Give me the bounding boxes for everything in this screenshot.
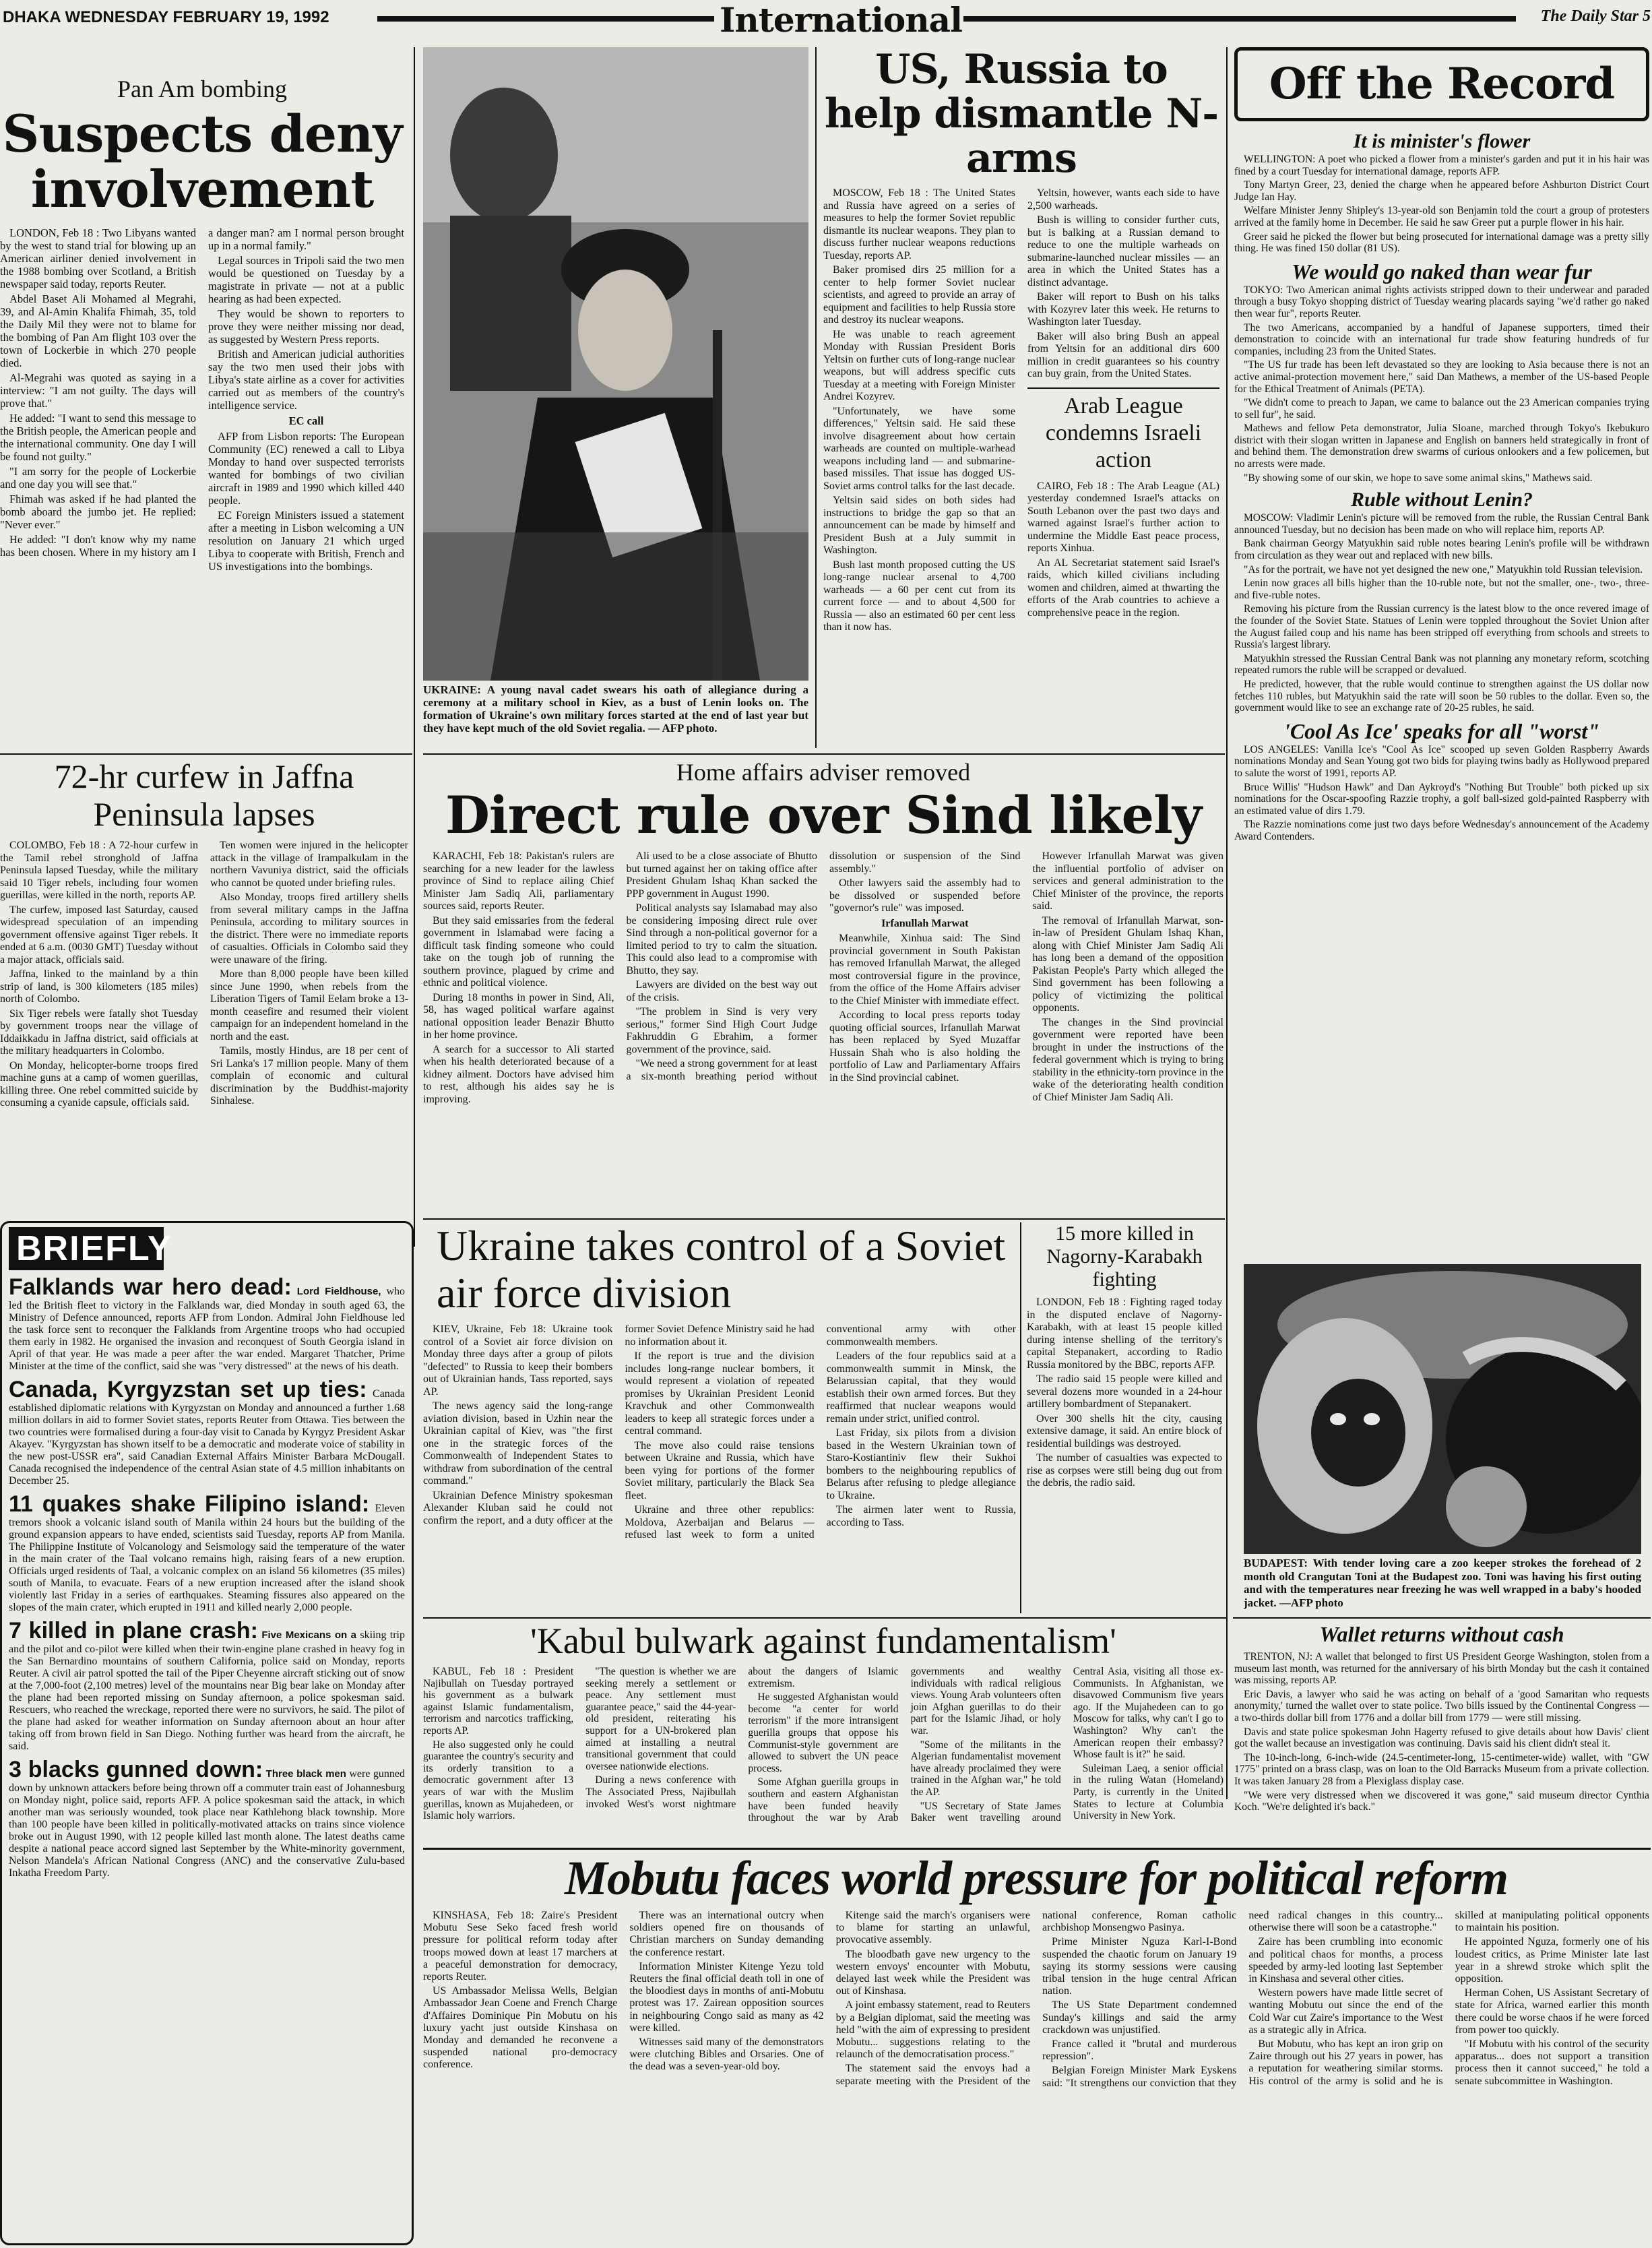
mobutu-body (423, 1910, 1649, 2233)
column-rule (1226, 47, 1228, 1799)
karabakh-headline: 15 more killed in Nagorny-Karabakh fighting (1046, 1222, 1203, 1290)
kabul-para: Some Afghan guerilla groups in southern and eastern Afghanistan have been funded heavily throughout the war by Arab governments and wealthy individuals with radical religious views. Young Arab volunteers often join Afghan guerillas to do their part for the Islamic Jihad, or holy war. (748, 1666, 1061, 1824)
briefly-item-head: Falklands war hero dead: (9, 1274, 292, 1300)
karabakh-body (1027, 1297, 1222, 1490)
briefly-banner (9, 1227, 172, 1270)
sind-para: Other lawyers said the assembly had to be dissolved or suspended before "governor's rule" was imposed. (829, 877, 1021, 914)
suspects-article (0, 74, 404, 749)
mobutu-para: Prime Minister Nguza Karl-I-Bond suspended the chaotic forum on January 19 saying its stormy sessions were causing tribal tension in the huge central African nation. (1042, 1936, 1237, 1997)
column-rule (815, 47, 817, 748)
off-record-body (1234, 129, 1649, 843)
suspects-para: AFP from Lisbon reports: The European Community (EC) renewed a call to Libya Monday to hand over suspected terrorists wanted for bombings of two civilian aircraft in 1989 and 1990 which killed 440 people. (208, 430, 404, 507)
ukraine-af-para: The airmen later went to Russia, according to Tass. (826, 1504, 1016, 1528)
wallet-para: TRENTON, NJ: A wallet that belonged to first US President George Washington, stolen from a museum last month, was returned for the anniversary of his birth Monday but the cash it contained was missing, reports AP. (1234, 1651, 1649, 1687)
jaffna-para: Ten women were injured in the helicopter attack in the village of Irampalkulam in the northern Vavuniya district, said the officials who cannot be quoted under briefing rules. (210, 840, 408, 889)
jaffna-para: Tamils, mostly Hindus, are 18 per cent of Sri Lanka's 17 million people. Many of them complain of economic and cultural discrimination by the Buddhist-majority Sinhalese. (210, 1045, 408, 1106)
briefly-item-head: 7 killed in plane crash: (9, 1618, 258, 1644)
briefly-item (9, 1757, 405, 1879)
off-record-head-flower: It is minister's flower (1353, 130, 1531, 152)
sind-para: According to local press reports today quoting official sources, Irfanullah Marwat has been replaced by Syed Muzaffar Hussain Shah who is also holding the portfolio of Law and Parliamentary Affairs in the Sind provincial cabinet. (829, 1009, 1021, 1084)
mobutu-para: US Ambassador Melissa Wells, Belgian Ambassador Jean Coene and French Charge d'Affaires Dominique Pin Mobutu on his luxury yacht just outside Kinshasa on Monday and demanded he reconvene a suspended national pro-democracy conference. (423, 1985, 618, 2071)
us-russia-body (823, 187, 1219, 748)
us-russia-para: Bush last month proposed cutting the US long-range nuclear arsenal to 4,700 warheads — a 60 per cent cut from its current force — and to about 4,500 for Russia — also an estimated 60 per cent less than it now has. (823, 559, 1015, 633)
sind-para: KARACHI, Feb 18: Pakistan's rulers are searching for a new leader for the lawless province of Sind to replace ailing Chief Minister Jam Sadiq Ali, parliamentary sources said, reports Reuter. (423, 850, 614, 912)
off-record-para: "As for the portrait, we have not yet designed the new one," Matyukhin told Russian television. (1244, 563, 1643, 575)
suspects-para: They would be shown to reporters to prove they were neither missing nor dead, as suggested by Western Press reports. (208, 307, 404, 346)
kabul-para: He also suggested only he could guarantee the country's security and its orderly transition to a democratic government after 13 years of war with the Muslim guerillas, known as Mujahedeen, or Islamic holy warriors. (423, 1739, 574, 1822)
briefly-item (9, 1618, 405, 1753)
section-rule (423, 1617, 1226, 1619)
mobutu-para: France called it "brutal and murderous repression". (1042, 2038, 1237, 2063)
off-record-para: "By showing some of our skin, we hope to save some animal skins," Mathews said. (1244, 472, 1593, 484)
karabakh-para: LONDON, Feb 18 : Fighting raged today in the disputed enclave of Nagorny-Karabakh, with at least 15 people killed during intense shelling of the territory's capital Stepanakert, according to Radio Russia monitored by the BBC, reports AFP. (1027, 1297, 1222, 1371)
briefly-item-lead: Five Mexicans on a (261, 1629, 357, 1641)
off-record-para: Lenin now graces all bills higher than the 10-ruble note, but not the smaller, one-, two-, three- and five-ruble notes. (1234, 577, 1649, 601)
jaffna-para: Jaffna, linked to the mainland by a thin strip of land, is 300 kilometers (185 miles) north of Colombo. (0, 968, 198, 1005)
arab-league-para: An AL Secretariat statement said Israel's raids, which killed civilians including women and children, aimed at thwarting the efforts of the Arab countries to achieve a comprehensive peace in the region. (1027, 557, 1219, 619)
off-record-para: MOSCOW: Vladimir Lenin's picture will be removed from the ruble, the Russian Central Bank announced Tuesday, but no decision has been made on who will replace him, reports AP. (1234, 512, 1649, 536)
us-russia-para: "Unfortunately, we have some differences," Yeltsin said. He said these involve disagreement about how certain warheads are counted on multiple-warhead weapons including land — and submarine-based missiles. That issue has dogged US-Soviet arms control talks for the last decade. (823, 405, 1015, 492)
ukraine-af-para: KIEV, Ukraine, Feb 18: Ukraine took control of a Soviet air force division on Monday three days after a group of pilots "defected" to Russia to keep their bombers out of Ukrainian hands, Tass reported, says AP. (423, 1323, 613, 1398)
jaffna-para: Also Monday, troops fired artillery shells from several military camps in the Jaffna Peninsula, according to military sources in the district. There were no immediate reports of casualties. Officials in Colombo said they were unaware of the firing. (210, 892, 408, 966)
briefly-item-head: 3 blacks gunned down: (9, 1757, 263, 1782)
suspects-body (0, 226, 404, 745)
ukraine-af-para: Ukrainian Defence Ministry spokesman Alexander Kluban said he could not confirm the report, and a duty officer at the former Soviet Defence Ministry said he had no information about it. (423, 1323, 815, 1526)
kabul-article (423, 1621, 1224, 1844)
ukraine-af-para: Ukraine and three other republics: Moldova, Azerbaijan and Belarus — refused last week to form a united conventional army with other commonwealth members. (625, 1323, 1016, 1540)
off-record-para: Greer said he picked the flower but being prosecuted for international damage was a pretty silly thing. He was fined 150 dollar (81 US). (1234, 230, 1649, 255)
sind-para: Lawyers are divided on the best way out of the crisis. (626, 979, 817, 1003)
ukraine-af-para: The news agency said the long-range aviation division, based in Uzhin near the Ukrainian capital of Kiev, was "the first one in the strategic forces of the Commonwealth of Independent States to withdraw from subordination of the central command." (423, 1400, 613, 1487)
suspects-para: Abdel Baset Ali Mohamed al Megrahi, 39, and Al-Amin Khalifa Fhimah, 35, told the Daily Mil they were not to blame for the bombing of Pan Am flight 103 over the town of Lockerbie in which 270 people died. (0, 292, 196, 369)
briefly-item (9, 1377, 405, 1487)
section-rule (423, 1218, 1225, 1220)
mobutu-para: The statement said the envoys had a separate meeting with the President of the national conference, Roman catholic archbishop Monsengwo Pasinya. (835, 1910, 1237, 2087)
off-record-para: LOS ANGELES: Vanilla Ice's "Cool As Ice" scooped up seven Golden Raspberry Awards nominations Monday and Sean Young got two bids for playing twins badly as Hollywood prepared to salute the worst of 1991, reports AP. (1234, 743, 1649, 779)
section-title: International (720, 0, 962, 40)
ec-call-subhead: EC call (288, 414, 324, 427)
orangutan-baby-photo (1244, 1264, 1641, 1554)
suspects-para: EC Foreign Ministers issued a statement after a meeting in Lisbon welcoming a UN resolution on January 21 which urged Libya to cooperate with British, French and US investigations into the bombings. (208, 509, 404, 573)
jaffna-para: The curfew, imposed last Saturday, caused widespread speculation of an impending government offensive against Tiger rebels. It ended at 6 a.m. (0030 GMT) Tuesday without a major attack, officials said. (0, 904, 198, 966)
jaffna-body (0, 840, 408, 1224)
mobutu-para: A joint embassy statement, read to Reuters by a Belgian diplomat, said the meeting was held "with the aim of expressing to president Mobutu... suggestions relating to the relaunch of the democratisation process." (835, 1999, 1030, 2061)
mobutu-article (423, 1852, 1649, 2243)
kabul-body (423, 1666, 1224, 1838)
off-record-para: The two Americans, accompanied by a handful of Japanese supporters, timed their demonstration to coincide with an international fur trade show featuring hundreds of fur companies, including 23 from the United States. (1234, 321, 1649, 357)
suspects-kicker: Pan Am bombing (117, 75, 288, 102)
us-russia-para: Baker will report to Bush on his talks with Kozyrev later this week. He returns to Washington later Tuesday. (1027, 291, 1219, 327)
briefly-item-body: Eleven tremors shook a volcanic island south of Manila within 24 hours but the building of the ground expansion appears to have ended, scientists said Tuesday, reports AP from Manila. The Philippine Institute of Volcanology and Seismology said the temperature of the water in the main crater of the Taal volcano remains high, raising fears of a new eruption. Officials urged residents of Taal, a volcanic complex on an island 56 kilometres (35 miles) south of Manila, to evacuate. Fears of a new eruption increased after the island shook violently last Friday in a series of earthquakes. Steaming fissures also appeared on the slopes of the main crater, which erupted in 1911 and killed nearly 2,000 people. (9, 1503, 405, 1613)
kabul-para: KABUL, Feb 18 : President Najibullah on Tuesday portrayed his government as a bulwark against Islamic fundamentalism, terrorism and narcotics trafficking, reports AP. (423, 1666, 574, 1737)
off-record-para: Tony Martyn Greer, 23, denied the charge when he appeared before Ashburton District Court Judge Ian Hay. (1234, 179, 1649, 203)
ukraine-af-para: Leaders of the four republics said at a commonwealth summit in Minsk, the Belarussian capital, that they would establish their own armed forces. But they reaffirmed that nuclear weapons would remain under strict, unified control. (826, 1350, 1016, 1425)
mobutu-headline: Mobutu faces world pressure for political reform (564, 1852, 1508, 1905)
off-record-banner (1234, 47, 1649, 121)
us-russia-para: MOSCOW, Feb 18 : The United States and Russia have agreed on a series of measures to help the former Soviet republic dismantle its nuclear weapons. They plan to discuss further nuclear weapons reductions Tuesday, reports AP. (823, 187, 1015, 261)
mobutu-para: There was an international outcry when soldiers opened fire on thousands of Christian marchers on Sunday demanding the conference restart. (629, 1910, 824, 1958)
ukraine-af-headline: Ukraine takes control of a Soviet air force division (437, 1222, 1006, 1317)
off-record-para: WELLINGTON: A poet who picked a flower from a minister's garden and put it in his hair was fined by a court Tuesday for international damage, reports AFP. (1234, 154, 1649, 177)
sind-para: "The problem in Sind is very very serious," former Sind High Court Judge Fakhruddin G Ebrahim, a former government of the province, said. (626, 1006, 817, 1055)
off-record-para: Matyukhin stressed the Russian Central Bank was not planning any monetary reform, scotching repeated rumors the ruble will be scrapped or devalued. (1234, 652, 1649, 677)
wallet-para: Eric Davis, a lawyer who said he was acting on behalf of a 'good Samaritan who requests anonymity,' turned the wallet over to state police. Two bills issued by the Continental Congress — a two-thirds dollar bill from 1776 and a dollar bill from 1779 — were still missing. (1234, 1688, 1649, 1724)
mobutu-para: Information Minister Kitenge Yezu told Reuters the final official death toll in one of the bloodiest days in months of anti-Mobutu protest was 17. Zairean opposition sources in neighbouring Congo said as many as 42 were killed. (629, 1960, 824, 2034)
karabakh-article (1027, 1222, 1222, 1613)
orangutan-baby-photo-graphic (1244, 1264, 1641, 1554)
masthead-rule-right (963, 16, 1516, 22)
off-record-para: "The US fur trade has been left devastated so they are looking to Asia because there is not an active animal-protection movement here," said Dan Mathews, a member of the US-based People for the Ethical Treatment of Animals (PETA). (1234, 359, 1649, 395)
off-record-para: Bank chairman Georgy Matyukhin said ruble notes bearing Lenin's profile will be withdrawn from circulation as they wear out and replaced with new bills. (1234, 538, 1649, 562)
wallet-para: The 10-inch-long, 6-inch-wide (24.5-centimeter-long, 15-centimeter-wide) wallet, with "GW 1775" printed on a brass clasp, was on loan to the Old Barracks Museum from a private collection. It was taken January 28 from a Plexiglass display case. (1234, 1751, 1649, 1787)
briefly-item-body: skiing trip and the pilot and co-pilot were killed when their twin-engine plane crashed in heavy fog in the San Bernardino mountains of southern California, police said on Monday, reports Reuter. A civil air patrol spotted the tail of the Piper Cheyenne aircraft sticking out of snow at the 7,000-foot (2,100 metres) level of the mountains near Big bear lake on Monday after the plane had been reported missing on Sunday afternoon, a police spokesman said. Rescuers, who reached the wreckage, reported there were no survivors, he said. The pilot of the plane had asked for weather information on Sunday afternoon about an hour after taking off from brown field in San Diego. Nothing further was heard from the aircraft, he said. (9, 1629, 406, 1752)
section-rule (423, 753, 1225, 755)
mobutu-para: But Mobutu, who has kept an iron grip on Zaire through out his 27 years in power, has a reputation for weathering similar storms. His control of the army is solid and he is skilled at manipulating political opponents to maintain his position. (1248, 1910, 1649, 2087)
us-russia-para: He was unable to reach agreement Monday with Russian President Boris Yeltsin on further cuts of long-range nuclear weapons, but will address specific cuts Tuesday at a meeting with Foreign Minister Andrei Kozyrev. (823, 328, 1015, 402)
section-rule (423, 1848, 1651, 1850)
sind-para: The removal of Irfanullah Marwat, son-in-law of President Ghulam Ishaq Khan, along with Chief Minister Jam Sadiq Ali has long been a demand of the opposition Pakistan People's Party which alleged the Sind government has been following a policy of victimizing the political opponents. (1032, 914, 1224, 1013)
wallet-body (1234, 1651, 1649, 1813)
wallet-article (1234, 1621, 1649, 1844)
kabul-para: "The question is whether we are seeking merely a settlement or peace. Any settlement must guarantee peace," said the 44-year-old president, reiterating his support for a UN-brokered plan aimed at installing a neutral transitional government that could oversee nationwide elections. (585, 1666, 736, 1772)
mobutu-para: "If Mobutu with his control of the security apparatus... does not support a transition process then it cannot succeed," he told a senate subcommittee in Washington. (1455, 2038, 1649, 2087)
sind-para: Meanwhile, Xinhua said: The Sind provincial government in South Pakistan has removed Irfanullah Marwat, the alleged most controversial figure in the province, from the office of the Home Affairs adviser to the Chief Minister with immediate effect. (829, 933, 1021, 1007)
ukraine-af-para: The move also could raise tensions between Ukraine and Russia, which have been vying for portions of the former Soviet military, particularly the Black Sea fleet. (625, 1439, 815, 1501)
mobutu-para: Herman Cohen, US Assistant Secretary of state for Africa, warned earlier this month there could be worse chaos if he were forced from power too quickly. (1455, 1987, 1649, 2036)
ukraine-af-para: Last Friday, six pilots from a division based in the Western Ukrainian town of Staro-Kostiantiniv flew their Sukhoi bombers to the neighbouring republics of Belarus after refusing to pledge allegiance to Ukraine. (826, 1427, 1016, 1501)
us-russia-para: Bush is willing to consider further cuts, but is balking at a Russian demand to reduce to one the multiple warheads on submarine-launched nuclear missiles — an area in which the United States has a distinct advantage. (1027, 214, 1219, 288)
mobutu-para: The bloodbath gave new urgency to the western envoys' encounter with Mobutu, delayed last week while the President was out of Kinshasa. (835, 1948, 1030, 1997)
sind-para: "We need a strong government for at least a six-month breathing period without dissolution or suspension of the Sind assembly." (626, 850, 1021, 1082)
arab-league-para: CAIRO, Feb 18 : The Arab League (AL) yesterday condemned Israel's attacks on South Lebanon over the past two days and warned against Israel's further action to undermine the Middle East peace process, reports Xinhua. (1027, 480, 1219, 554)
mobutu-para: Kitenge said the march's organisers were to blame for starting an unlawful, provocative assembly. (835, 1910, 1030, 1946)
kabul-para: During a news conference with The Associated Press, Najibullah invoked West's worst nightmare about the dangers of Islamic extremism. (585, 1666, 899, 1810)
suspects-para: He added: "I want to send this message to the British people, the American people and the international community. One day I will be found not guilty." (0, 412, 196, 463)
off-record-para: Removing his picture from the Russian currency is the latest blow to the once revered image of the founder of the Soviet State. Statues of Lenin were toppled throughout the Soviet Union after the August failed coup and his name has been stripped off everything from schools and streets to Russia's largest library. (1234, 603, 1649, 651)
us-russia-para: Baker promised dirs 25 million for a center to help former Soviet nuclear scientists, and agreed to provide an array of equipment and facilities to help Russia store and destroy its nuclear weapons. (823, 264, 1015, 325)
off-record-head-cool-as-ice: 'Cool As Ice' speaks for all "worst" (1283, 718, 1600, 743)
us-russia-para: Yeltsin, however, wants each side to have 2,500 warheads. (1027, 187, 1219, 212)
kabul-para: "Some of the militants in the Algerian fundamentalist movement have already proclaimed they were trained in the Afghan war," he told the AP. (910, 1739, 1061, 1798)
wallet-para: Davis and state police spokesman John Hagerty refused to give details about how Davis' client got the wallet because an investigation was continuing. Davis said his client didn't steal it. (1234, 1726, 1649, 1750)
suspects-para: Legal sources in Tripoli said the two men would be questioned on Tuesday by a magistrate in private — not at a public hearing as had been expected. (208, 254, 404, 305)
suspects-para: "I am sorry for the people of Lockerbie and one day you will see that." (0, 465, 196, 491)
wallet-headline: Wallet returns without cash (1319, 1622, 1564, 1646)
off-record-para: Bruce Willis' "Hudson Hawk" and Dan Aykroyd's "Nothing But Trouble" both picked up six nominations for the Oscar-spoofing Razzie trophy, a golf ball-sized gold-painted Raspberry with an estimated value of dirs 1.79. (1234, 781, 1649, 817)
mobutu-para: KINSHASA, Feb 18: Zaire's President Mobutu Sese Seko faced fresh world pressure for political reform today after troops mowed down at least 17 marchers at a peaceful demonstration for democracy, reports Reuter. (423, 1910, 618, 1983)
karabakh-para: The number of casualties was expected to rise as corpses were still being dug out from the debris, the radio said. (1027, 1452, 1222, 1489)
wallet-para: "We were very distressed when we discovered it was gone," said museum director Cynthia Koch. "We're delighted it's back." (1234, 1789, 1649, 1813)
suspects-para: LONDON, Feb 18 : Two Libyans wanted by the west to stand trial for blowing up an American airliner denied involvement in the 1988 bombing over Scotland, a British newspaper said today, reports Reuter. (0, 226, 196, 290)
karabakh-para: The radio said 15 people were killed and several dozens more wounded in a 24-hour artillery bombardment of Stepanakert. (1027, 1373, 1222, 1410)
sind-para: Ali used to be a close associate of Bhutto but turned against her on taking office after President Ghulam Ishaq Khan sacked the PPP government in August 1990. (626, 850, 817, 900)
ukraine-photo-caption: UKRAINE: A young naval cadet swears his oath of allegiance during a ceremony at a military school in Kiev, as a bust of Lenin looks on. The formation of Ukraine's own military forces started at the end of last year but they have kept much of the old Soviet regalia. — AFP photo. (423, 683, 808, 735)
off-record-title: Off the Record (1269, 59, 1615, 109)
sind-kicker: Home affairs adviser removed (676, 759, 971, 786)
arab-league-headline: Arab League condemns Israeli action (1027, 387, 1219, 474)
us-russia-para: Baker will also bring Bush an appeal from Yeltsin for an additional dirs 600 million in credit guarantees so his country can buy grain, from the United States. (1027, 330, 1219, 379)
briefly-item-head: 11 quakes shake Filipino island: (9, 1491, 370, 1517)
section-rule (0, 753, 412, 755)
budapest-photo-caption: BUDAPEST: With tender loving care a zoo keeper strokes the forehead of 2 month old Crangutan Toni at the Budapest zoo. Toni was having his first outing and with the temperatures near freezing he was well wrapped in a baby's hooded jacket. —AFP photo (1244, 1557, 1641, 1609)
briefly-body (9, 1274, 405, 1879)
ukraine-af-article (423, 1222, 1016, 1613)
sind-article (423, 757, 1224, 1216)
jaffna-para: Six Tiger rebels were fatally shot Tuesday by government troops near the village of Iddaikkadu in Jaffna district, said officials at the military headquarters in Colombo. (0, 1007, 198, 1057)
paper-name: The Daily Star 5 (1540, 7, 1651, 25)
briefly-item-lead: Lord Fieldhouse, (296, 1286, 381, 1297)
suspects-para: He added: "I don't know why my name has been chosen. Where in my history am I a danger man? am I normal person brought up in a normal family." (0, 226, 404, 559)
kabul-headline: 'Kabul bulwark against fundamentalism' (530, 1621, 1116, 1661)
suspects-para: Al-Megrahi was quoted as saying in a interview: "I am not guilty. The days will prove that." (0, 371, 196, 410)
column-rule (1020, 1222, 1021, 1613)
off-record-head-ruble: Ruble without Lenin? (1350, 489, 1533, 511)
briefly-item-body: Canada established diplomatic relations with Kyrgyzstan on Monday and announced a further 1.68 million dollars in aid to former Soviet states, reports Reuter from Ottawa. Ties between the two countries were formalised during a four-day visit to Canada by Kyrgyz President Askar Akayev. "Kyrgyzstan has shown itself to be a democratic and moderate voice of stability in the new post-USSR era", said Canadian External Affairs Minister Barbara McDougall. Canada recognised the independence of the central Asian state of 4.5 million inhabitants on December 25. (9, 1388, 405, 1487)
sind-para: Political analysts say Islamabad may also be considering imposing direct rule over Sind through a non-political governor for a limited period to try to calm the situation. This could also lead to a compromise with Bhutto, they say. (626, 902, 817, 976)
briefly-item (9, 1491, 405, 1614)
us-russia-headline: US, Russia to help dismantle N-arms (824, 47, 1219, 182)
off-record-para: TOKYO: Two American animal rights activists stripped down to their underwear and paraded through a busy Tokyo shopping district of Tuesday wearing placards saying "we'd rather go naked then wear fur", reports Reuter. (1234, 284, 1649, 319)
sind-body (423, 850, 1224, 1201)
off-record-para: Mathews and fellow Peta demonstrator, Julia Sloane, marched through Tokyo's Ikebukuro district with their slogan written in Japanese and English on banners held strategically in front of and behind them. The demonstration drew swarms of curious onlookers and a few policemen, but no arrests were made. (1234, 423, 1649, 470)
off-record-para: Welfare Minister Jenny Shipley's 13-year-old son Benjamin told the court a group of protesters arrived at the family home in December. He said he saw Greer put a purple flower in his hair. (1234, 205, 1649, 228)
briefly-item-lead: Three black men (265, 1768, 346, 1780)
off-record-column (1234, 47, 1649, 1381)
suspects-para: Fhimah was asked if he had planted the bomb aboard the jumbo jet. He replied: "Never ever." (0, 493, 196, 531)
briefly-item (9, 1274, 405, 1373)
mobutu-para: He appointed Nguza, formerly one of his loudest critics, as Prime Minister late last year in a shrewd stroke which split the opposition. (1455, 1936, 1649, 1985)
suspects-headline: Suspects deny involvement (2, 104, 402, 219)
sind-para: But they said emissaries from the federal government in Islamabad were facing a difficult task finding someone who could take on the tough job of running the southern province, plagued by crime and ethnic and political violence. (423, 914, 614, 989)
kabul-para: "US Secretary of State James Baker went travelling around Central Asia, visiting all those ex-Communists. In Afghanistan, we disavowed Communism five years ago. If the Mujahedeen can to go Moscow for talks, why can't I go to Washington? Why can't the American reopen their embassy? Whose fault is it?" he said. (910, 1666, 1224, 1824)
jaffna-para: On Monday, helicopter-borne troops fired machine guns at a camp of women guerillas, killing three. One rebel committed suicide by consuming a cyanide capsule, officials said. (0, 1059, 198, 1109)
sind-para: However Irfanullah Marwat was given the influential portfolio of adviser on services and general administration to the Chief Minister of the province, the reports said. (1032, 850, 1224, 912)
ukraine-af-para: If the report is true and the division includes long-range nuclear bombers, it would represent a violation of repeated promises by Ukrainian President Leonid Kravchuk and other Commonwealth leaders to keep all strategic forces under a central command. (625, 1350, 815, 1437)
ukraine-af-body (423, 1323, 1016, 1606)
sind-subhead: Irfanullah Marwat (881, 917, 969, 929)
sind-para: During 18 months in power in Sind, Ali, 58, has waged political warfare against national opposition leader Benazir Bhutto in her home province. (423, 991, 614, 1040)
briefly-item-body: who led the British fleet to victory in the Falklands war, died Monday in south aged 63, the Ministry of Defence announced, reports AFP from London. Admiral John Fieldhouse led the task force sent to reconquer the Falklands from Argentine troops who had occupied them early in 1982. He organised the invasion and reconquest of South Georgia island in April of that year. He was made a peer after the war ended. Margaret Thatcher, Prime Minister at the time of the conflict, said she was "very distressed" at the news of his death. (9, 1286, 406, 1372)
jaffna-para: COLOMBO, Feb 18 : A 72-hour curfew in the Tamil rebel stronghold of Jaffna Peninsula lapsed Tuesday, while the military said 10 Tiger rebels, including four women guerillas, were killed in the north, reports AP. (0, 840, 198, 901)
naval-cadet-photo (423, 47, 808, 681)
mobutu-para: Witnesses said many of the demonstrators were clutching Bibles and Orsaries. One of the dead was a seven-year-old boy. (629, 2036, 824, 2073)
us-russia-para: Yeltsin said sides on both sides had instructions to bridge the gap so that an announcement can be made by himself and President Bush at a July summit in Washington. (823, 495, 1015, 556)
section-rule (1233, 1617, 1651, 1619)
briefly-item-head: Canada, Kyrgyzstan set up ties: (9, 1377, 367, 1402)
off-record-head-fur: We would go naked than wear fur (1292, 259, 1592, 284)
kabul-para: Suleiman Laeq, a senior official in the ruling Watan (Homeland) Party, is currently in the United States to lecture at Columbia University in New York. (1073, 1762, 1224, 1822)
off-record-para: The Razzie nominations come just two days before Wednesday's announcement of the Academy Award Contenders. (1234, 819, 1649, 842)
jaffna-article (0, 757, 408, 1229)
us-russia-article (823, 47, 1219, 748)
karabakh-para: Over 300 shells hit the city, causing extensive damage, it said. An entire block of residential buildings was destroyed. (1027, 1412, 1222, 1449)
mobutu-para: The US State Department condemned Sunday's killings and said the army crackdown was unjustified. (1042, 1999, 1237, 2036)
kabul-para: He suggested Afghanistan would become "a center for world terrorism" if the more intransigent guerilla groups that oppose his Communist-style government are allowed to subvert the UN peace process. (748, 1691, 899, 1774)
briefly-title: BRIEFLY (16, 1229, 172, 1268)
dateline: DHAKA WEDNESDAY FEBRUARY 19, 1992 (3, 8, 329, 26)
jaffna-headline: 72-hr curfew in Jaffna Peninsula lapses (54, 757, 354, 833)
briefly-item-body: were gunned down by unknown attackers before being thrown off a commuter train east of Johannesburg on Monday night, police said, reports AFP. A police spokesman said the attack, in which another man was seriously wounded, took place near Kathlehong black township. More than 100 people have been killed in politically-motivated attacks on trains since violence broke out in August 1990, with 12 people killed last month alone. The latest deaths came despite a national peace accord signed last September by the White-minority government, Nelson Mandela's African National Congress (ANC) and the conservative Zulu-based Inkatha Freedom Party. (9, 1768, 405, 1879)
naval-cadet-photo-graphic (423, 47, 808, 681)
off-record-para: "We didn't come to preach to Japan, we came to balance out the 23 American companies trying to sell fur", he said. (1234, 397, 1649, 420)
jaffna-para: More than 8,000 people have been killed since June 1990, when rebels from the Liberation Tigers of Tamil Eelam broke a 13-month ceasefire and resumed their violent campaign for an independent homeland in the north and the east. (210, 968, 408, 1042)
sind-headline: Direct rule over Sind likely (445, 785, 1202, 845)
mobutu-para: Zaire has been crumbling into economic and political chaos for months, a process speeded by army-led looting last September in Kinshasa and several other cities. (1248, 1936, 1443, 1985)
mobutu-para: Belgian Foreign Minister Mark Eyskens said: "It strengthens our conviction that they need radical changes in this country... otherwise there will soon be a catastrophe." (1042, 1910, 1443, 2089)
suspects-para: British and American judicial authorities say the two men used their jobs with Libya's state airline as a cover for activities carried out as members of the country's intelligence service. (208, 348, 404, 412)
sind-para: A search for a successor to Ali started when his health deteriorated because of a kidney ailment. Doctors have advised him to rest, although his aides say he is improving. (423, 1043, 614, 1105)
off-record-para: He predicted, however, that the ruble would continue to strengthen against the US dollar now fetches 110 rubles, but Matyukhin said the rate will soon be 50 rubles to the dollar. Even so, the government would like to see an exchange rate of 20-25 rubles, he said. (1234, 678, 1649, 714)
sind-para: The changes in the Sind provincial government were reported have been brought in under the instructions of the federal government which is trying to bring stability in the ethnicity-torn province in the wake of the deteriorating health condition of Chief Minister Jam Sadiq Ali. (1032, 1016, 1224, 1103)
column-rule (414, 47, 415, 1247)
masthead-rule-left (377, 16, 714, 22)
mobutu-para: Western powers have made little secret of wanting Mobutu out since the end of the Cold War cut Zaire's importance to the West as a strategic ally in Africa. (1248, 1987, 1443, 2036)
briefly-box (0, 1221, 414, 2245)
